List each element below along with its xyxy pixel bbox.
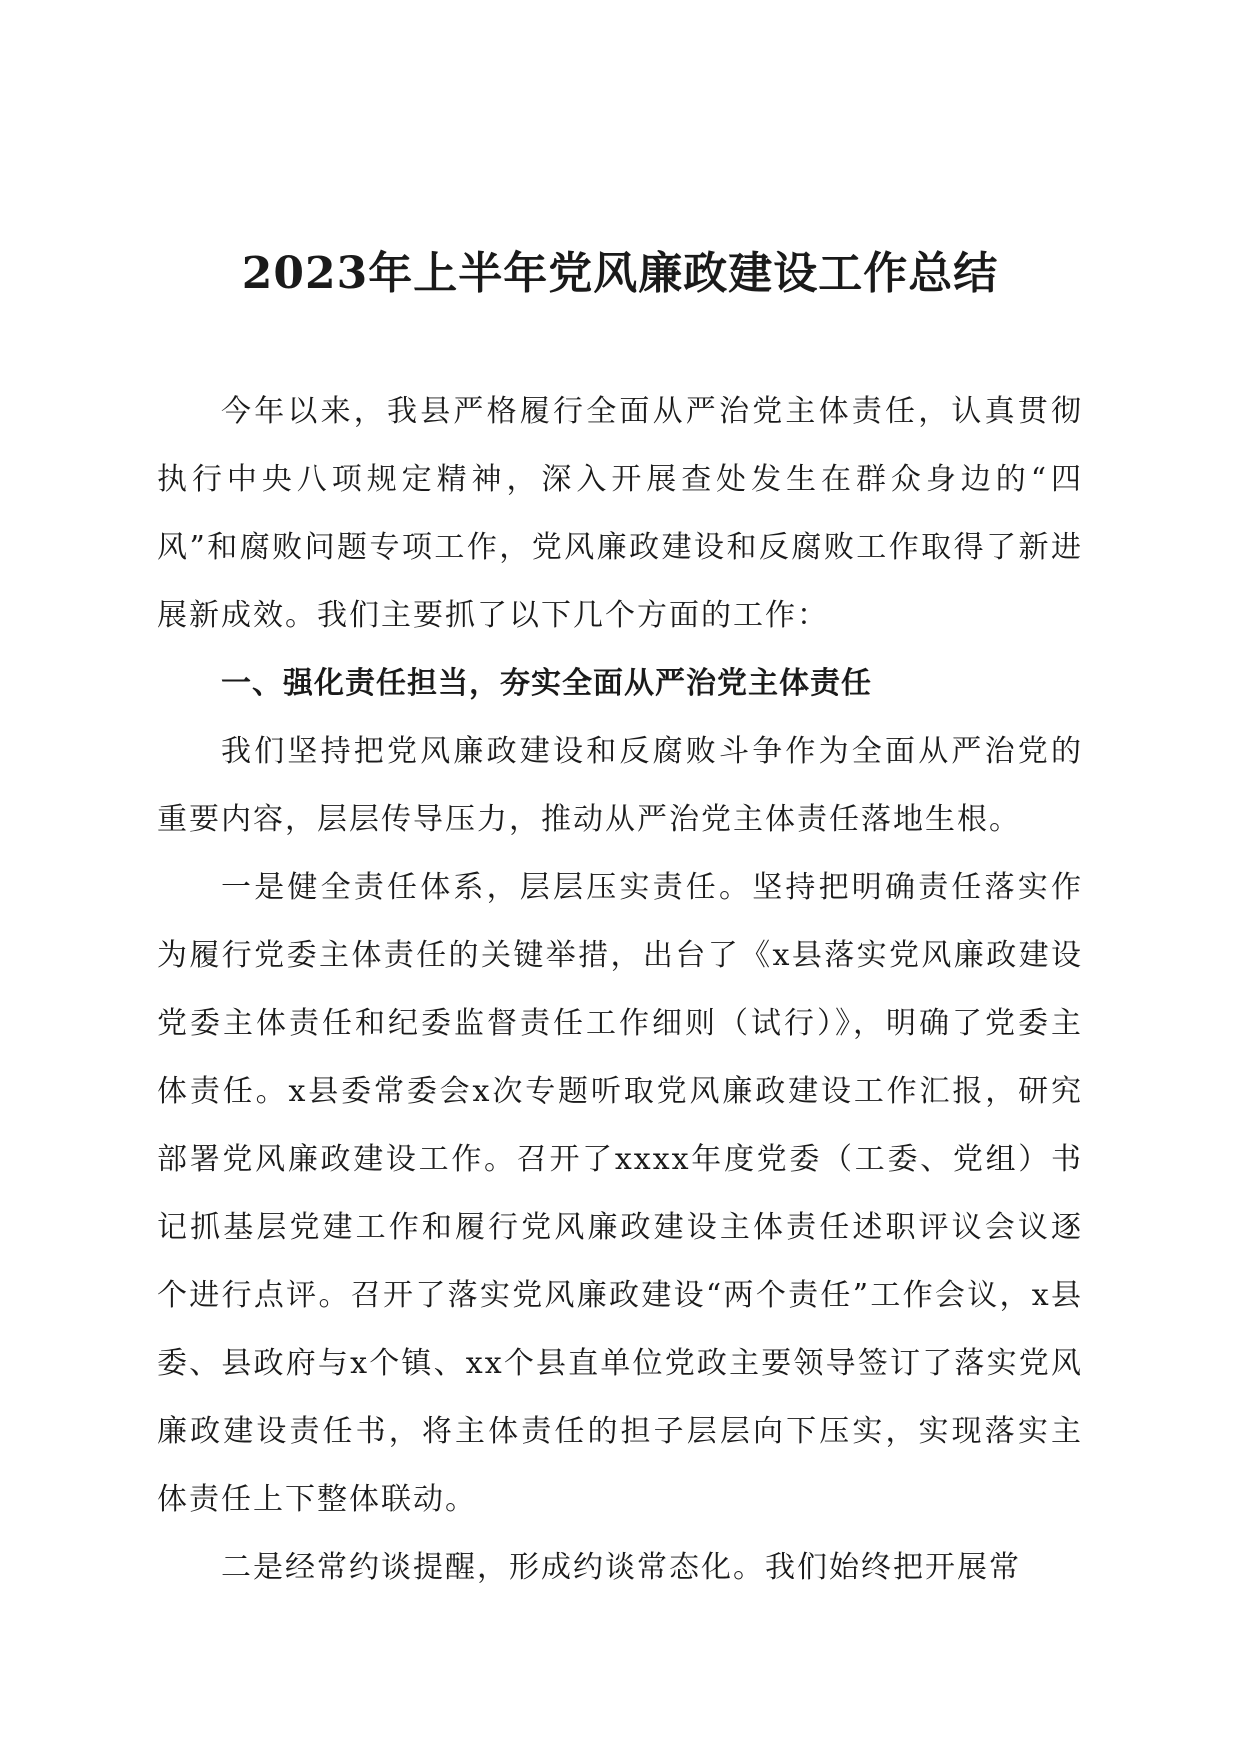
section-heading-1: 一、强化责任担当，夯实全面从严治党主体责任 bbox=[221, 666, 872, 701]
intro-paragraph: 今年以来，我县严格履行全面从严治党主体责任，认真贯彻执行中央八项规定精神，深入开展查处发生在群众身边的“四风”和腐败问题专项工作，党风廉政建设和反腐败工作取得了新进展新成效。我们主要抓了以下几个方面的工作： bbox=[157, 394, 1083, 633]
document-body bbox=[157, 378, 1083, 1602]
section-1-intro-paragraph: 我们坚持把党风廉政建设和反腐败斗争作为全面从严治党的重要内容，层层传导压力，推动从严治党主体责任落地生根。 bbox=[157, 734, 1083, 837]
section-1-point-2-paragraph: 二是经常约谈提醒，形成约谈常态化。我们始终把开展常 bbox=[221, 1550, 1021, 1585]
section-1-point-1-paragraph: 一是健全责任体系，层层压实责任。坚持把明确责任落实作为履行党委主体责任的关键举措，出台了《x县落实党风廉政建设党委主体责任和纪委监督责任工作细则（试行）》，明确了党委主体责任。x县委常委会x次专题听取党风廉政建设工作汇报，研究部署党风廉政建设工作。召开了xxxx年度党委（工委、党组）书记抓基层党建工作和履行党风廉政建设主体责任述职评议会议逐个进行点评。召开了落实党风廉政建设“两个责任”工作会议，x县委、县政府与x个镇、xx个县直单位党政主要领导签订了落实党风廉政建设责任书，将主体责任的担子层层向下压实，实现落实主体责任上下整体联动。 bbox=[157, 870, 1083, 1517]
document-title: 2023年上半年党风廉政建设工作总结 bbox=[241, 248, 999, 299]
